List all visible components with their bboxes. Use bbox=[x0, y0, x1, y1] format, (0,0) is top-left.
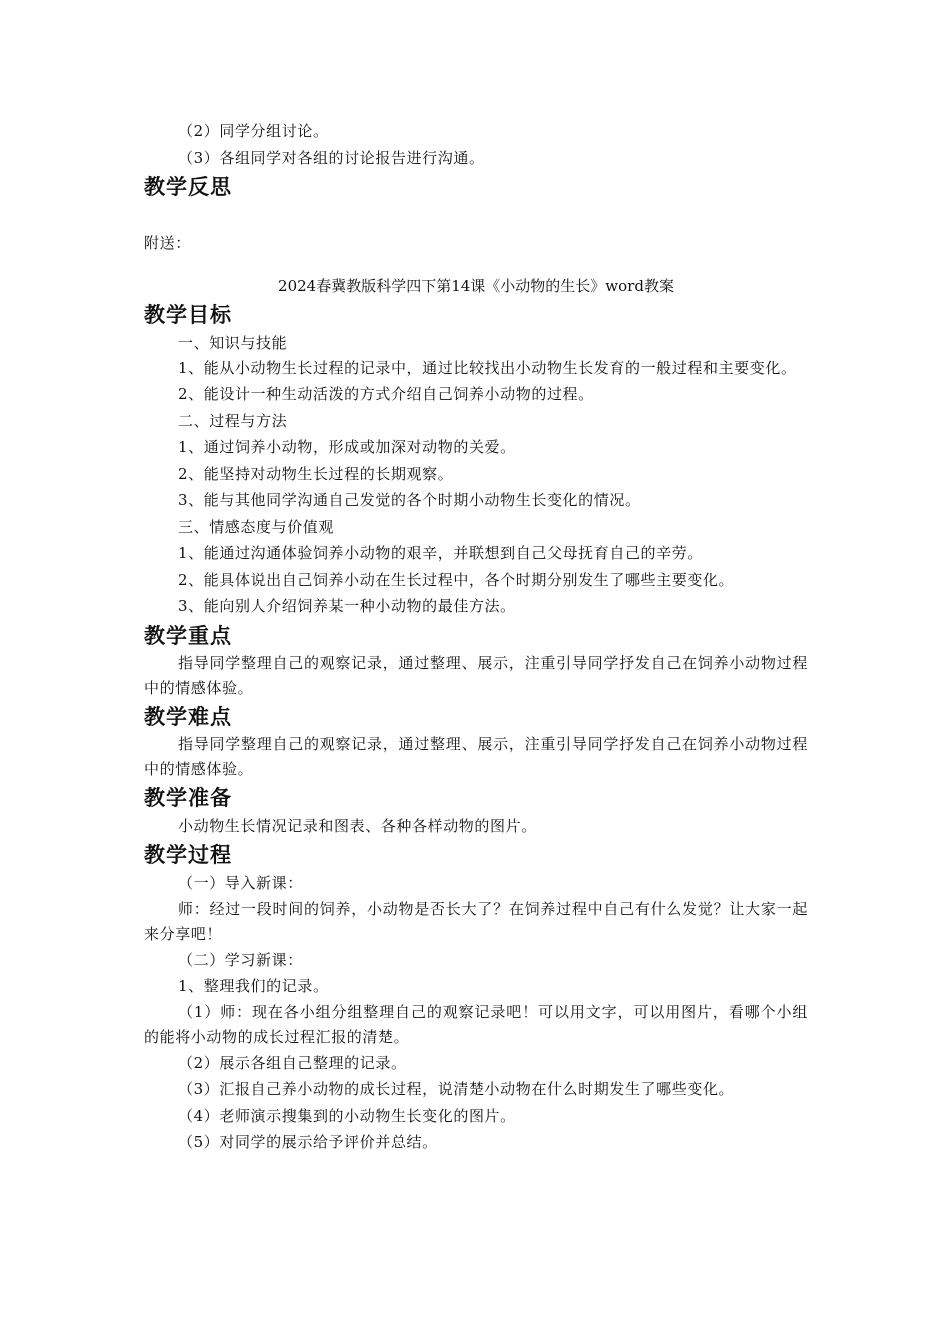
goals-line: 1、通过饲养小动物，形成或加深对动物的关爱。 bbox=[178, 438, 516, 456]
goals-line: 1、能从小动物生长过程的记录中，通过比较找出小动物生长发育的一般过程和主要变化。 bbox=[178, 359, 797, 377]
goals-line: 2、能坚持对动物生长过程的长期观察。 bbox=[178, 464, 454, 483]
document-subtitle: 2024春冀教版科学四下第14课《小动物的生长》word教案 bbox=[278, 276, 674, 295]
goals-line: 2、能设计一种生动活泼的方式介绍自己饲养小动物的过程。 bbox=[178, 385, 594, 403]
top-item-1: （2）同学分组讨论。 bbox=[178, 122, 329, 140]
process-heading: 教学过程 bbox=[144, 843, 232, 867]
top-item-2: （3）各组同学对各组的讨论报告进行沟通。 bbox=[178, 148, 485, 167]
goals-line: 3、能向别人介绍饲养某一种小动物的最佳方法。 bbox=[178, 597, 516, 615]
appendix-label: 附送： bbox=[144, 234, 191, 252]
process-line: （5）对同学的展示给予评价并总结。 bbox=[178, 1133, 438, 1151]
goals-line: 二、过程与方法 bbox=[178, 411, 288, 430]
goals-line: 3、能与其他同学沟通自己发觉的各个时期小动物生长变化的情况。 bbox=[178, 491, 641, 509]
spacer bbox=[144, 257, 808, 273]
preparation-text: 小动物生长情况记录和图表、各种各样动物的图片。 bbox=[178, 816, 537, 835]
goals-line: 2、能具体说出自己饲养小动在生长过程中，各个时期分别发生了哪些主要变化。 bbox=[178, 570, 735, 589]
process-line: （一）导入新课： bbox=[178, 874, 303, 892]
process-line: （二）学习新课： bbox=[178, 950, 303, 969]
process-line: 师：经过一段时间的饲养，小动物是否长大了？在饲养过程中自己有什么发觉？让大家一起来分享吧！ bbox=[144, 899, 808, 943]
difficulties-heading: 教学难点 bbox=[144, 704, 232, 729]
reflection-heading: 教学反思 bbox=[144, 175, 232, 199]
process-line: 1、整理我们的记录。 bbox=[178, 977, 329, 995]
process-line: （1）师：现在各小组分组整理自己的观察记录吧！可以用文字，可以用图片，看哪个小组的能将小动物的成长过程汇报的清楚。 bbox=[144, 1002, 808, 1046]
key-points-heading: 教学重点 bbox=[144, 623, 232, 648]
goals-line: 1、能通过沟通体验饲养小动物的艰辛，并联想到自己父母抚育自己的辛劳。 bbox=[178, 544, 703, 562]
process-line: （4）老师演示搜集到的小动物生长变化的图片。 bbox=[178, 1106, 516, 1125]
goals-heading: 教学目标 bbox=[144, 302, 232, 327]
document-page bbox=[144, 118, 808, 1156]
spacer bbox=[144, 202, 808, 230]
process-line: （2）展示各组自己整理的记录。 bbox=[178, 1053, 407, 1072]
goals-line: 一、知识与技能 bbox=[178, 333, 288, 352]
key-points-text: 指导同学整理自己的观察记录，通过整理、展示，注重引导同学抒发自己在饲养小动物过程中的情感体验。 bbox=[144, 653, 808, 697]
preparation-heading: 教学准备 bbox=[144, 785, 232, 810]
difficulties-text: 指导同学整理自己的观察记录，通过整理、展示，注重引导同学抒发自己在饲养小动物过程中的情感体验。 bbox=[144, 734, 808, 778]
process-line: （3）汇报自己养小动物的成长过程，说清楚小动物在什么时期发生了哪些变化。 bbox=[178, 1080, 735, 1098]
goals-line: 三、情感态度与价值观 bbox=[178, 517, 335, 536]
